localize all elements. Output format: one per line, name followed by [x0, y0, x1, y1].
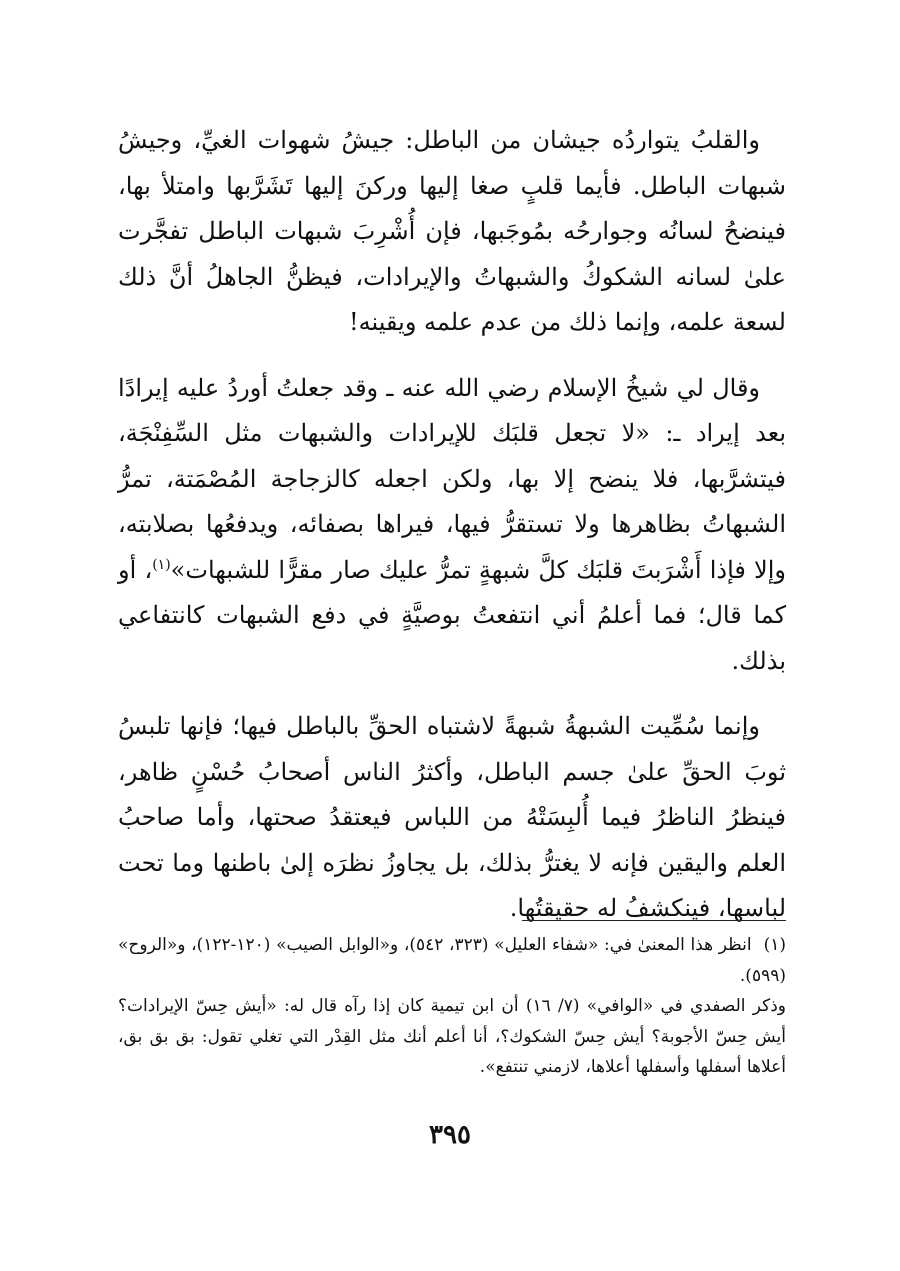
footnote-marker[interactable]: (١)	[152, 556, 171, 573]
paragraph-sheikh-advice	[118, 366, 786, 685]
page-number: ٣٩٥	[429, 1120, 471, 1150]
footnote-number: (١)	[763, 935, 786, 955]
footnote-1-continuation: وذكر الصفدي في «الوافي» (٧/ ١٦) أن ابن تيمية كان إذا رآه قال له: «أيش حِسّ الإيرادات؟ أيش حِسّ الأجوبة؟ أيش حِسّ الشكوك؟، أنا أعلم أنك مثل القِدْر التي تغلي تقول: بق بق بق، أعلاها أسفلها وأسفلها أعلاها، لازمني تنتفع».	[118, 996, 787, 1077]
main-text	[118, 118, 786, 932]
footnote-text: انظر هذا المعنىٰ في: «شفاء العليل» (٣٢٣، ٥٤٢)، و«الوابل الصيب» (١٢٠-١٢٢)، و«الروح» (٥٩٩).	[118, 935, 786, 986]
quote-continuation: ، أو كما قال؛ فما أعلمُ أني انتفعتُ بوصيَّةٍ في دفع الشبهات كانتفاعي بذلك.	[118, 555, 787, 675]
footnote-divider	[522, 920, 786, 921]
paragraph-hearts-and-armies: والقلبُ يتواردُه جيشان من الباطل: جيشُ شهوات الغيِّ، وجيشُ شبهات الباطل. فأيما قلبٍ صغا إليها وركنَ إليها تَشَرَّبها وامتلأ بها، فينضحُ لسانُه وجوارحُه بمُوجَبها، فإن أُشْرِبَ شبهات الباطل تفجَّرت علىٰ لسانه الشكوكُ والشبهاتُ والإيرادات، فيظنُّ الجاهلُ أنَّ ذلك لسعة علمه، وإنما ذلك من عدم علمه ويقينه!	[118, 126, 786, 336]
footnote-1	[118, 930, 786, 991]
footnotes	[118, 930, 786, 1083]
paragraph-why-called-shubha: وإنما سُمِّيت الشبهةُ شبهةً لاشتباه الحقِّ بالباطل فيها؛ فإنها تلبسُ ثوبَ الحقِّ علىٰ جسم الباطل، وأكثرُ الناس أصحابُ حُسْنٍ ظاهر، فينظرُ الناظرُ فيما أُلبِسَتْهُ من اللباس فيعتقدُ صحتها، وأما صاحبُ العلم واليقين فإنه لا يغترُّ بذلك، بل يجاوزُ نظرَه إلىٰ باطنها وما تحت لباسها، فينكشفُ له حقيقتُها.	[118, 712, 786, 922]
quote-text: وقال لي شيخُ الإسلام رضي الله عنه ـ وقد جعلتُ أوردُ عليه إيرادًا بعد إيراد ـ: «لا تجعل قلبَك للإيرادات والشبهات مثل السِّفِنْجَة، فيتشرَّبها، فلا ينضح إلا بها، ولكن اجعله كالزجاجة المُصْمَتة، تمرُّ الشبهاتُ بظاهرها ولا تستقرُّ فيها، فيراها بصفائه، ويدفعُها بصلابته، وإلا فإذا أَشْرَبتَ قلبَك كلَّ شبهةٍ تمرُّ عليك صار مقرًّا للشبهات»	[118, 373, 787, 584]
